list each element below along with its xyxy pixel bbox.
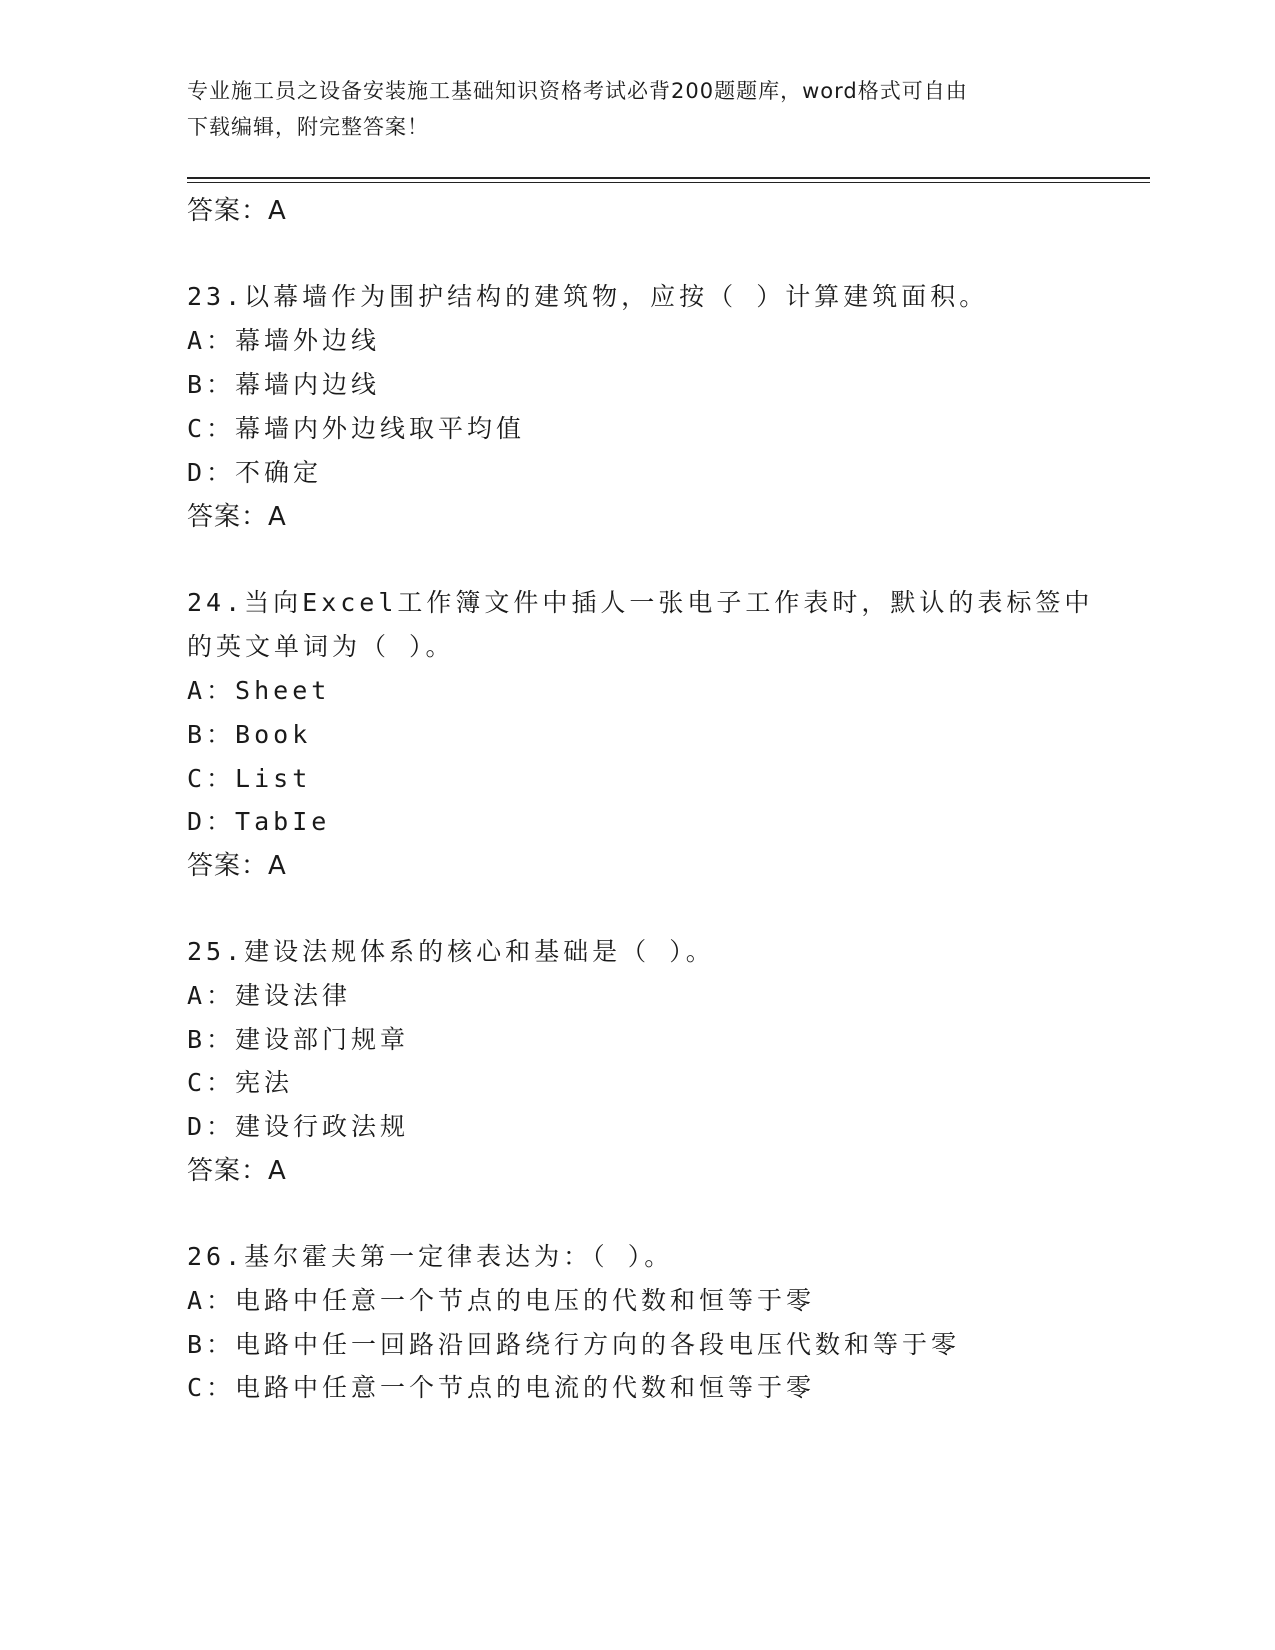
question-24-option-d: D：TabIe — [187, 807, 331, 836]
question-26-option-c: C：电路中任意一个节点的电流的代数和恒等于零 — [187, 1373, 816, 1402]
question-24-stem-line-2: 的英文单词为（ ）。 — [187, 632, 455, 661]
question-25-option-c: C：宪法 — [187, 1068, 294, 1097]
question-25-option-d: D：建设行政法规 — [187, 1112, 410, 1141]
question-23-option-d: D：不确定 — [187, 458, 323, 487]
header-divider-thin — [187, 182, 1150, 183]
header-divider-thick — [187, 177, 1150, 179]
header-line-2: 下载编辑，附完整答案！ — [187, 115, 429, 139]
question-23-option-a: A：幕墙外边线 — [187, 326, 381, 355]
question-23-option-b: B：幕墙内边线 — [187, 370, 381, 399]
question-26-option-b: B：电路中任一回路沿回路绕行方向的各段电压代数和等于零 — [187, 1330, 961, 1359]
question-23-answer: 答案：A — [187, 502, 287, 532]
question-23-option-c: C：幕墙内外边线取平均值 — [187, 414, 526, 443]
document-header — [187, 73, 1087, 145]
question-24-answer: 答案：A — [187, 851, 287, 881]
question-24-option-a: A：Sheet — [187, 676, 331, 705]
question-23-stem: 23.以幕墙作为围护结构的建筑物，应按（ ）计算建筑面积。 — [187, 282, 989, 311]
previous-question-answer: 答案：A — [187, 196, 287, 226]
question-25-stem: 25.建设法规体系的核心和基础是（ ）。 — [187, 937, 715, 966]
header-line-1: 专业施工员之设备安装施工基础知识资格考试必背200题题库，word格式可自由 — [187, 79, 968, 103]
question-26-stem: 26.基尔霍夫第一定律表达为：（ ）。 — [187, 1242, 674, 1271]
question-24-option-b: B：Book — [187, 720, 312, 749]
question-25-option-b: B：建设部门规章 — [187, 1025, 410, 1054]
question-25-answer: 答案：A — [187, 1156, 287, 1186]
question-25-option-a: A：建设法律 — [187, 981, 352, 1010]
question-26-option-a: A：电路中任意一个节点的电压的代数和恒等于零 — [187, 1286, 816, 1315]
question-24-stem-line-1: 24.当向Excel工作簿文件中插人一张电子工作表时，默认的表标签中 — [187, 588, 1094, 617]
question-24-option-c: C：List — [187, 764, 312, 793]
